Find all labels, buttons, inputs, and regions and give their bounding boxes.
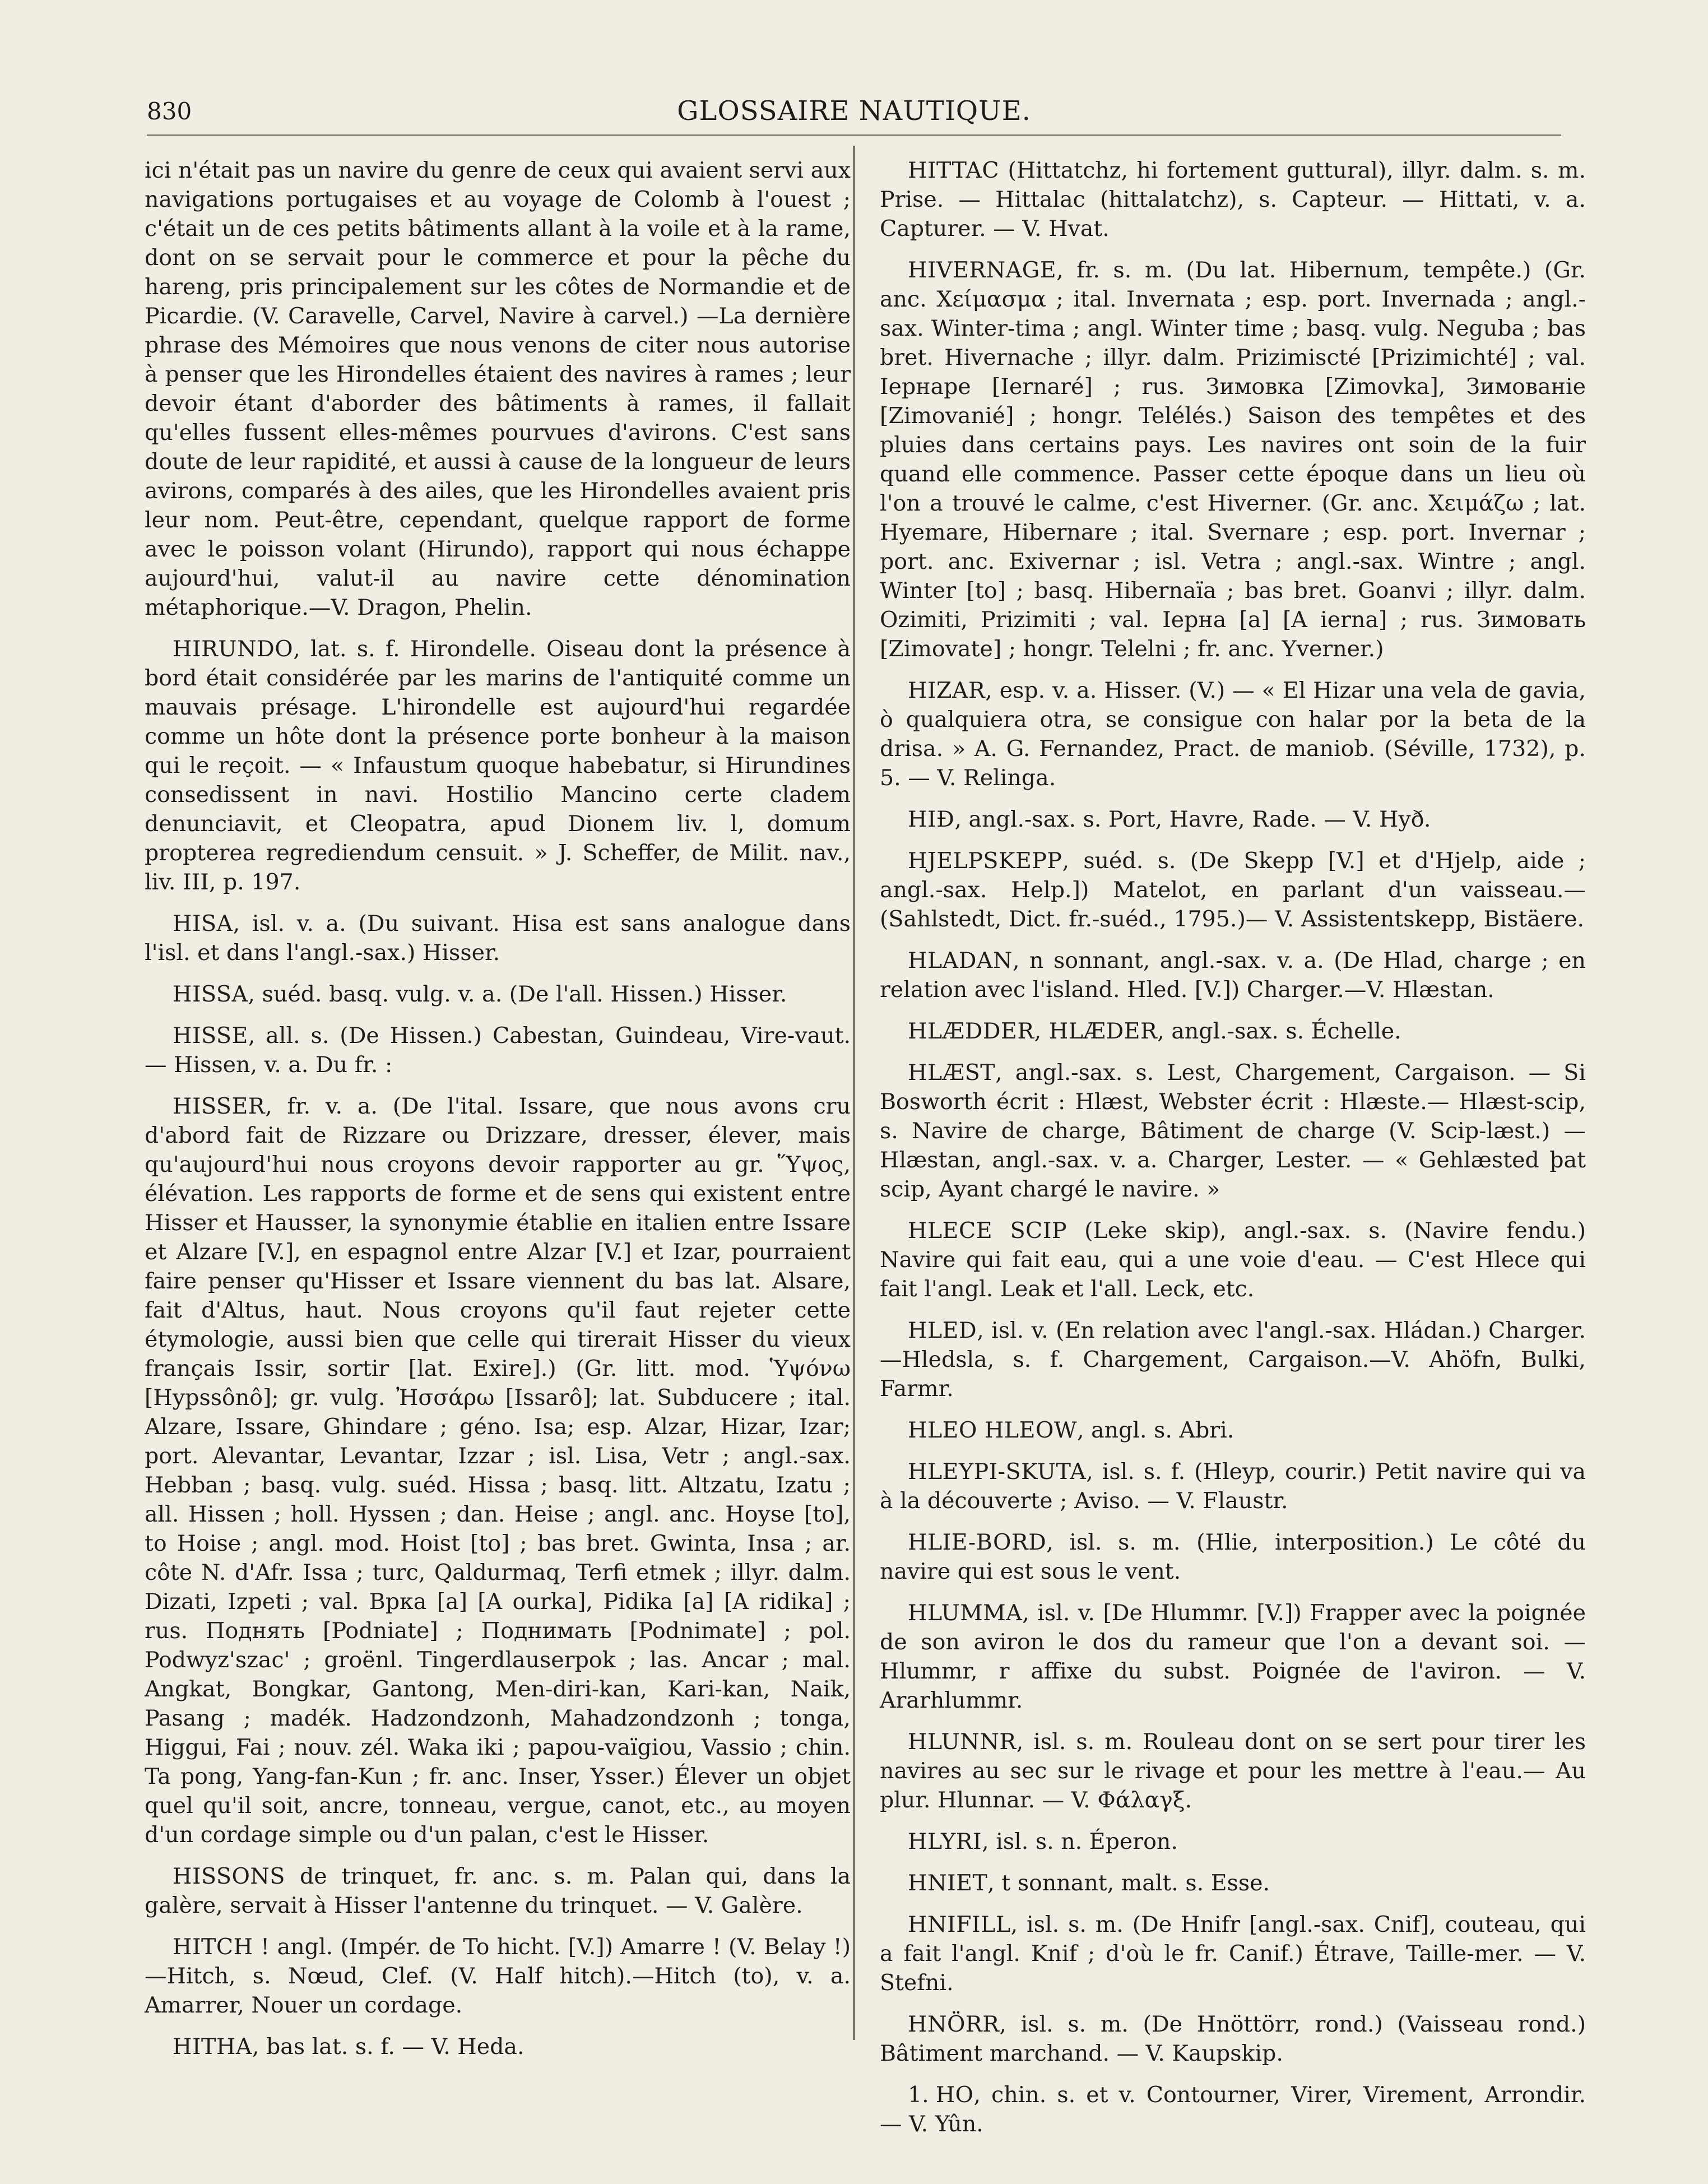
entry-text: , lat. s. f. Hirondelle. Oiseau dont la présence à bord était considérée par les marins de l'antiquité comme un mauvais présage. L'hirondelle est aujourd'hui regardée comme un hôte dont la présence porte bonheur à la maison qui le reçoit. — « Infaustum quoque habebatur, si Hirundines consedissent in navi. Hostilio Mancino certe cladem denunciavit, et Cleopatra, apud Dionem liv. l, domum propterea regrediendum censuit. » J. Scheffer, de Milit. nav., liv. III, p. 197. xyxy=(145,636,851,895)
entry-text: , isl. s. n. Éperon. xyxy=(982,1829,1178,1854)
entry-headword: HLIE-BORD xyxy=(908,1529,1047,1555)
glossary-entry xyxy=(880,1058,1586,1204)
column-divider xyxy=(853,146,855,2040)
entry-headword: HLYRI xyxy=(908,1829,982,1854)
glossary-entry xyxy=(880,1316,1586,1403)
glossary-entry xyxy=(145,1021,851,1079)
entry-text: angl. (Impér. de To hicht. [V.]) Amarre ! (V. Belay !)—Hitch, s. Nœud, Clef. (V. Half hitch).—Hitch (to), v. a. Amarrer, Nouer un cordage. xyxy=(145,1934,851,2018)
entry-headword: HLADAN xyxy=(908,948,1013,973)
entry-headword: HIZAR xyxy=(908,678,986,703)
entry-headword: HITCH ! xyxy=(173,1934,270,1960)
left-column xyxy=(145,156,851,2074)
entry-headword: HIVERNAGE xyxy=(908,257,1057,283)
entry-text: , angl.-sax. s. Port, Havre, Rade. — V. Hyð. xyxy=(954,806,1431,832)
entry-headword: HISSA xyxy=(173,981,248,1007)
entry-headword: HIÐ xyxy=(908,806,955,832)
entry-text: ici n'était pas un navire du genre de ceux qui avaient servi aux navigations portugaises et au voyage de Colomb à l'ouest ; c'était un de ces petits bâtiments allant à la voile et à la rame, dont on se servait pour le commerce et pour la pêche du hareng, pris principalement sur les côtes de Normandie et de Picardie. (V. Caravelle, Carvel, Navire à carvel.) —La dernière phrase des Mémoires que nous venons de citer nous autorise à penser que les Hirondelles étaient des navires à rames ; leur devoir étant d'aborder des bâtiments à rames, il fallait qu'elles fussent elles-mêmes pourvues d'avirons. C'est sans doute de leur rapidité, et aussi à cause de la longueur de leurs avirons, comparés à des ailes, que les Hirondelles avaient pris leur nom. Peut-être, cependant, quelque rapport de forme avec le poisson volant (Hirundo), rapport qui nous échappe aujourd'hui, valut-il au navire cette dénomination métaphorique.—V. Dragon, Phelin. xyxy=(145,157,851,620)
glossary-entry xyxy=(880,1216,1586,1304)
glossary-entry xyxy=(880,156,1586,243)
entry-text: , angl. s. Abri. xyxy=(1076,1417,1234,1443)
entry-text: , isl. s. m. Rouleau dont on se sert pour tirer les navires au sec sur le rivage et pour les mettre à l'eau.— Au plur. Hlunnar. — V. Φάλαγξ. xyxy=(880,1729,1586,1813)
glossary-entry xyxy=(880,1910,1586,1997)
glossary-entry xyxy=(880,846,1586,934)
page-header xyxy=(147,95,1561,136)
entry-headword: HO xyxy=(935,2082,974,2108)
glossary-entry xyxy=(145,980,851,1009)
entry-headword: HNIFILL xyxy=(908,1912,1011,1937)
glossary-entry xyxy=(880,1727,1586,1815)
entry-text: , isl. v. (En relation avec l'angl.-sax. Hládan.) Charger.—Hledsla, s. f. Chargement, Cargaison.—V. Ahöfn, Bulki, Farmr. xyxy=(880,1318,1586,1402)
entry-headword: HLED xyxy=(908,1318,977,1343)
entry-headword: HLEYPI-SKUTA xyxy=(908,1459,1087,1485)
entry-text: (Leke skip), angl.-sax. s. (Navire fendu.) Navire qui fait eau, qui a une voie d'eau. — C'est Hlece qui fait l'angl. Leak et l'all. Leck, etc. xyxy=(880,1218,1586,1302)
entry-headword: HIRUNDO xyxy=(173,636,294,662)
glossary-entry xyxy=(880,1017,1586,1046)
glossary-entry xyxy=(880,256,1586,664)
glossary-entry xyxy=(880,2080,1586,2139)
entry-text: , fr. s. m. (Du lat. Hibernum, tempête.) (Gr. anc. Χείμασμα ; ital. Invernata ; esp. port. Invernada ; angl.-sax. Winter-tima ; angl. Winter time ; basq. vulg. Neguba ; bas bret. Hivernache ; illyr. dalm. Prizimiscté [Prizimichté] ; val. Іернаре [Iernaré] ; rus. Зимовка [Zimovka], Зимованіе [Zimovanié] ; hongr. Telélés.) Saison des tempêtes et des pluies dans certains pays. Les navires ont soin de la fuir quand elle commence. Passer cette époque dans un lieu où l'on a trouvé le calme, c'est Hiverner. (Gr. anc. Χειμάζω ; lat. Hyemare, Hibernare ; ital. Svernare ; esp. port. Invernar ; port. anc. Exivernar ; isl. Vetra ; angl.-sax. Wintre ; angl. Winter [to] ; basq. Hibernaïa ; bas bret. Goanvi ; illyr. dalm. Ozimiti, Prizimiti ; val. Іерна [a] [A ierna] ; rus. Зимовать [Zimovate] ; hongr. Telelni ; fr. anc. Yverner.) xyxy=(880,257,1586,662)
entry-text: , bas lat. s. f. — V. Heda. xyxy=(252,2034,525,2060)
entry-text: de trinquet, fr. anc. s. m. Palan qui, dans la galère, servait à Hisser l'antenne du trinquet. — V. Galère. xyxy=(145,1863,851,1918)
glossary-entry xyxy=(880,1598,1586,1715)
entry-headword: HISSE xyxy=(173,1023,248,1049)
right-column xyxy=(880,156,1586,2151)
page-number: 830 xyxy=(147,98,192,125)
entry-text: , angl.-sax. s. Lest, Chargement, Cargaison. — Si Bosworth écrit : Hlæst, Webster écrit : Hlæste.— Hlæst-scip, s. Navire de charge, Bâtiment de charge (V. Scip-læst.) —Hlæstan, angl.-sax. v. a. Charger, Lester. — « Gehlæsted þat scip, Ayant chargé le navire. » xyxy=(880,1060,1586,1202)
entry-headword: HJELPSKEPP xyxy=(908,848,1062,874)
entry-text: (Hittatchz, hi fortement guttural), illyr. dalm. s. m. Prise. — Hittalac (hittalatchz), s. Capteur. — Hittati, v. a. Capturer. — V. Hvat. xyxy=(880,157,1586,242)
entry-headword: HISSER xyxy=(173,1093,266,1119)
glossary-entry xyxy=(880,1528,1586,1586)
entry-headword: HISSONS xyxy=(173,1863,285,1889)
glossary-entry xyxy=(880,1457,1586,1515)
glossary-entry xyxy=(145,909,851,967)
entry-text: , isl. s. f. (Hleyp, courir.) Petit navire qui va à la découverte ; Aviso. — V. Flaustr. xyxy=(880,1459,1586,1514)
glossary-entry xyxy=(145,156,851,622)
glossary-entry xyxy=(145,2032,851,2061)
glossary-entry xyxy=(145,1092,851,1849)
entry-headword: HNIET xyxy=(908,1870,988,1896)
entry-text: , t sonnant, malt. s. Esse. xyxy=(987,1870,1270,1896)
entry-text: , chin. s. et v. Contourner, Virer, Virement, Arrondir. — V. Yûn. xyxy=(880,2082,1586,2137)
entry-text: , isl. v. [De Hlummr. [V.]) Frapper avec la poignée de son aviron le dos du rameur que l'on a devant soi. — Hlummr, r affixe du subst. Poignée de l'aviron. — V. Ararhlummr. xyxy=(880,1600,1586,1713)
glossary-entry xyxy=(880,2010,1586,2068)
entry-headword: HLEO HLEOW xyxy=(908,1417,1077,1443)
entry-headword: HNÖRR xyxy=(908,2011,1000,2037)
entry-headword: HITTAC xyxy=(908,157,1000,183)
entry-headword: HLUNNR xyxy=(908,1729,1017,1755)
entry-headword: HITHA xyxy=(173,2034,252,2060)
entry-headword: HLÆDDER, HLÆDER xyxy=(908,1018,1158,1044)
glossary-entry xyxy=(880,946,1586,1004)
entry-text: , suéd. s. (De Skepp [V.] et d'Hjelp, aide ; angl.-sax. Help.]) Matelot, en parlant d'un vaisseau.—(Sahlstedt, Dict. fr.-suéd., 1795.)— V. Assistentskepp, Bistäere. xyxy=(880,848,1586,932)
entry-text: , isl. s. m. (De Hnifr [angl.-sax. Cnif], couteau, qui a fait l'angl. Knif ; d'où le fr. Canif.) Étrave, Taille-mer. — V. Stefni. xyxy=(880,1912,1586,1996)
entry-text: , all. s. (De Hissen.) Cabestan, Guindeau, Vire-vaut. — Hissen, v. a. Du fr. : xyxy=(145,1023,851,1078)
entry-text: , suéd. basq. vulg. v. a. (De l'all. Hissen.) Hisser. xyxy=(248,981,787,1007)
entry-headword: HISA xyxy=(173,911,233,936)
entry-text: , isl. s. m. (Hlie, interposition.) Le côté du navire qui est sous le vent. xyxy=(880,1529,1586,1584)
glossary-entry xyxy=(880,1827,1586,1856)
entry-number: 1. xyxy=(908,2082,929,2108)
entry-text: , esp. v. a. Hisser. (V.) — « El Hizar una vela de gavia, ò qualquiera otra, se consigue con halar por la beta de la drisa. » A. G. Fernandez, Pract. de manіоb. (Séville, 1732), p. 5. — V. Relinga. xyxy=(880,678,1586,791)
entry-headword: HLÆST xyxy=(908,1060,996,1086)
entry-text: , isl. s. m. (De Hnöttörr, rond.) (Vaisseau rond.) Bâtiment marchand. — V. Kaupskip. xyxy=(880,2011,1586,2066)
glossary-entry xyxy=(145,634,851,897)
glossary-entry xyxy=(880,676,1586,792)
glossary-entry xyxy=(880,1416,1586,1445)
entry-text: , fr. v. a. (De l'ital. Issare, que nous avons cru d'abord fait de Rizzare ou Drizzare, dresser, élever, mais qu'aujourd'hui nous croyons devoir rapporter au gr. Ὕψος, élévation. Les rapports de forme et de sens qui existent entre Hisser et Hausser, la synonymie établie en italien entre Issare et Alzare [V.], en espagnol entre Alzar [V.] et Izar, pourraient faire penser qu'Hisser et Issare viennent du bas lat. Alsare, fait d'Altus, haut. Nous croyons qu'il faut rejeter cette étymologie, aussi bien que celle qui tirerait Hisser du vieux français Issir, sortir [lat. Exire].) (Gr. litt. mod. Ὑψόνω [Hypssônô]; gr. vulg. Ἠσσάρω [Issarô]; lat. Subducere ; ital. Alzare, Issare, Ghindare ; génо. Isa; esp. Alzar, Hizar, Izar; port. Alevantar, Levantar, Izzar ; isl. Lisa, Vetr ; angl.-sax. Hebban ; basq. vulg. suéd. Hissa ; basq. litt. Altzatu, Izatu ; all. Hissen ; holl. Hyssen ; dan. Heise ; angl. anc. Hoyse [to], to Hoise ; angl. mod. Hoist [to] ; bas bret. Gwinta, Insa ; ar. côte N. d'Afr. Issa ; turc, Qaldurmaq, Terfi etmek ; illyr. dalm. Dizati, Izpeti ; val. Врка [a] [A ourka], Pidika [a] [A ridika] ; rus. Поднять [Podniate] ; Поднимать [Podnimate] ; pol. Podwyz'szac' ; groënl. Tingerdlauserpok ; las. Ancar ; mal. Angkat, Bongkar, Gantong, Men-diri-kan, Kari-kan, Naik, Pasang ; madék. Hadzondzonh, Mahadzondzonh ; tonga, Higgui, Fai ; nouv. zél. Waka iki ; papou-vaïgiou, Vassio ; chin. Ta pong, Yang-fan-Kun ; fr. anc. Inser, Ysser.) Élever un objet quel qu'il soit, ancre, tonneau, vergue, canot, etc., au moyen d'un cordage simple ou d'un palan, c'est le Hisser. xyxy=(145,1093,851,1848)
entry-headword: HLUMMA xyxy=(908,1600,1023,1626)
entry-text: , n sonnant, angl.-sax. v. a. (De Hlad, charge ; en relation avec l'island. Hled. [V.]) Charger.—V. Hlæstan. xyxy=(880,948,1586,1003)
glossary-entry xyxy=(880,805,1586,834)
entry-headword: HLECE SCIP xyxy=(908,1218,1068,1244)
glossary-entry xyxy=(880,1868,1586,1898)
entry-text: , isl. v. a. (Du suivant. Hisa est sans analogue dans l'isl. et dans l'angl.-sax.) Hisser. xyxy=(145,911,851,966)
entry-text: , angl.-sax. s. Échelle. xyxy=(1157,1018,1401,1044)
glossary-entry xyxy=(145,1932,851,2020)
running-title: GLOSSAIRE NAUTIQUE. xyxy=(677,95,1031,127)
glossary-entry xyxy=(145,1862,851,1920)
